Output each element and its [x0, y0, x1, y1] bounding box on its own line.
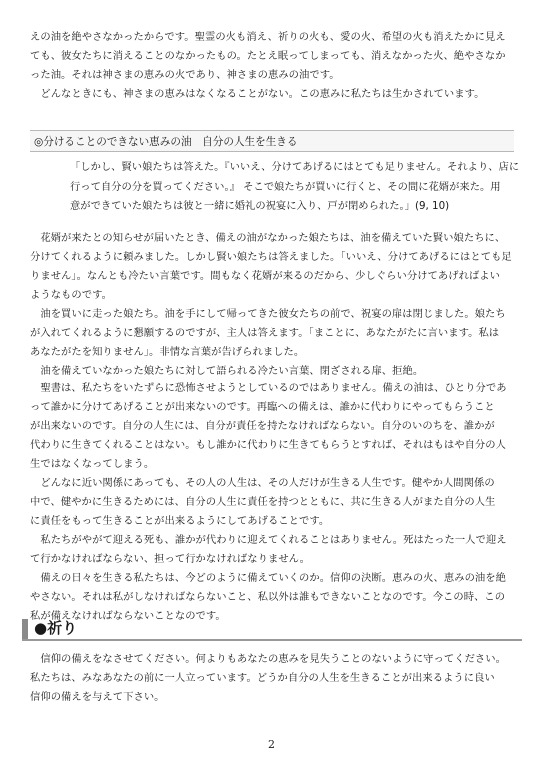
paragraph-own-life: 聖書は、私たちをいたずらに恐怖させようとしているのではありません。備えの油は、ひとり分であ って誰かに分けてあげることが出来ないのです。再臨への備えは、誰かに代わりにやってもらうこと が出来ないのです。自分の人生には、自分が責任を持たなければならない。自分のいのちを、誰かが 代わりに生きてくれることはない。もし誰かに代わりに生きてもらうとすれば、それはもはや自分の人 生ではなくなってしまう。 どんなに近い関係にあっても、その人の人生は、その人だけが生きる人生です。健やか人間関係の 中で、健やかに生きるためには、自分の人生に責任を持つとともに、共に生きる人がまた自分の人生 に責任をもって生きることが出来るようにしてあげることです。 私たちがやがて迎える死も、誰かが代わりに迎えてくれることはありません。死はたった一人で迎え て行かなければならない、担って行かなければなりません。 備えの日々を生きる私たちは、今どのように備えていくのか。信仰の決断。恵みの火、恵みの油を絶 やさない。それは私がしなければならないこと、私以外は誰もできないことなのです。今この時、この 私が備えなければならないことなのです。	[30, 382, 507, 622]
paragraph-bridegroom: 花婿が来たとの知らせが届いたとき、備えの油がなかった娘たちは、油を備えていた賢い娘たちに、 分けてくれるように頼みました。しかし賢い娘たちは答えました。「いいえ、分けてあげるにはとても足 りません」。なんとも冷たい言葉です。間もなく花婿が来るのだから、少しぐらい分けてあげればよい ようなものです。 油を買いに走った娘たち。油を手にして帰ってきた彼女たちの前で、祝宴の扉は閉じました。娘たち が入れてくれるように懇願するのですが、主人は答えます。「まことに、あなたがたに言います。私は あなたがたを知りません」。非情な言葉が告げられました。 油を備えていなかった娘たちに対して語られる冷たい言葉、閉ざされる扉、拒絶。	[30, 232, 512, 377]
paragraph-prayer: 信仰の備えをなさせてください。何よりもあなたの恵みを見失うことのないように守ってください。 私たちは、みなあなたの前に一人立っています。どうか自分の人生を生きることが出来るように良い 信仰の備えを与えて下さい。	[30, 653, 506, 703]
scripture-quote: 「しかし、賢い娘たちは答えた。『いいえ、分けてあげるにはとても足りません。それより、店に 行って自分の分を買ってください。』 そこで娘たちが買いに行くと、その間に花婿が来た。用 意ができていた娘たちは彼と一緒に婚礼の祝宴に入り、戸が閉められた。」(9, 10)	[70, 161, 520, 212]
heading-bar-icon	[22, 619, 28, 639]
prayer-heading-text: ●祈り	[34, 619, 78, 637]
prayer-section-heading	[22, 617, 522, 641]
page-number: 2	[268, 738, 275, 751]
paragraph-grace-oil: えの油を絶やさなかったからです。聖霊の火も消え、祈りの火も、愛の火、希望の火も消えたかに見え ても、彼女たちに消えることのなかったもの。たとえ眠ってしまっても、消えなかった火、絶やさなか った油。それは神さまの恵みの火であり、神さまの恵みの油です。 どんなときにも、神さまの恵みはなくなることがない。この恵みに私たちは生かされています。	[30, 31, 506, 100]
subsection-heading: ◎分けることのできない恵みの油 自分の人生を生きる	[30, 130, 514, 152]
